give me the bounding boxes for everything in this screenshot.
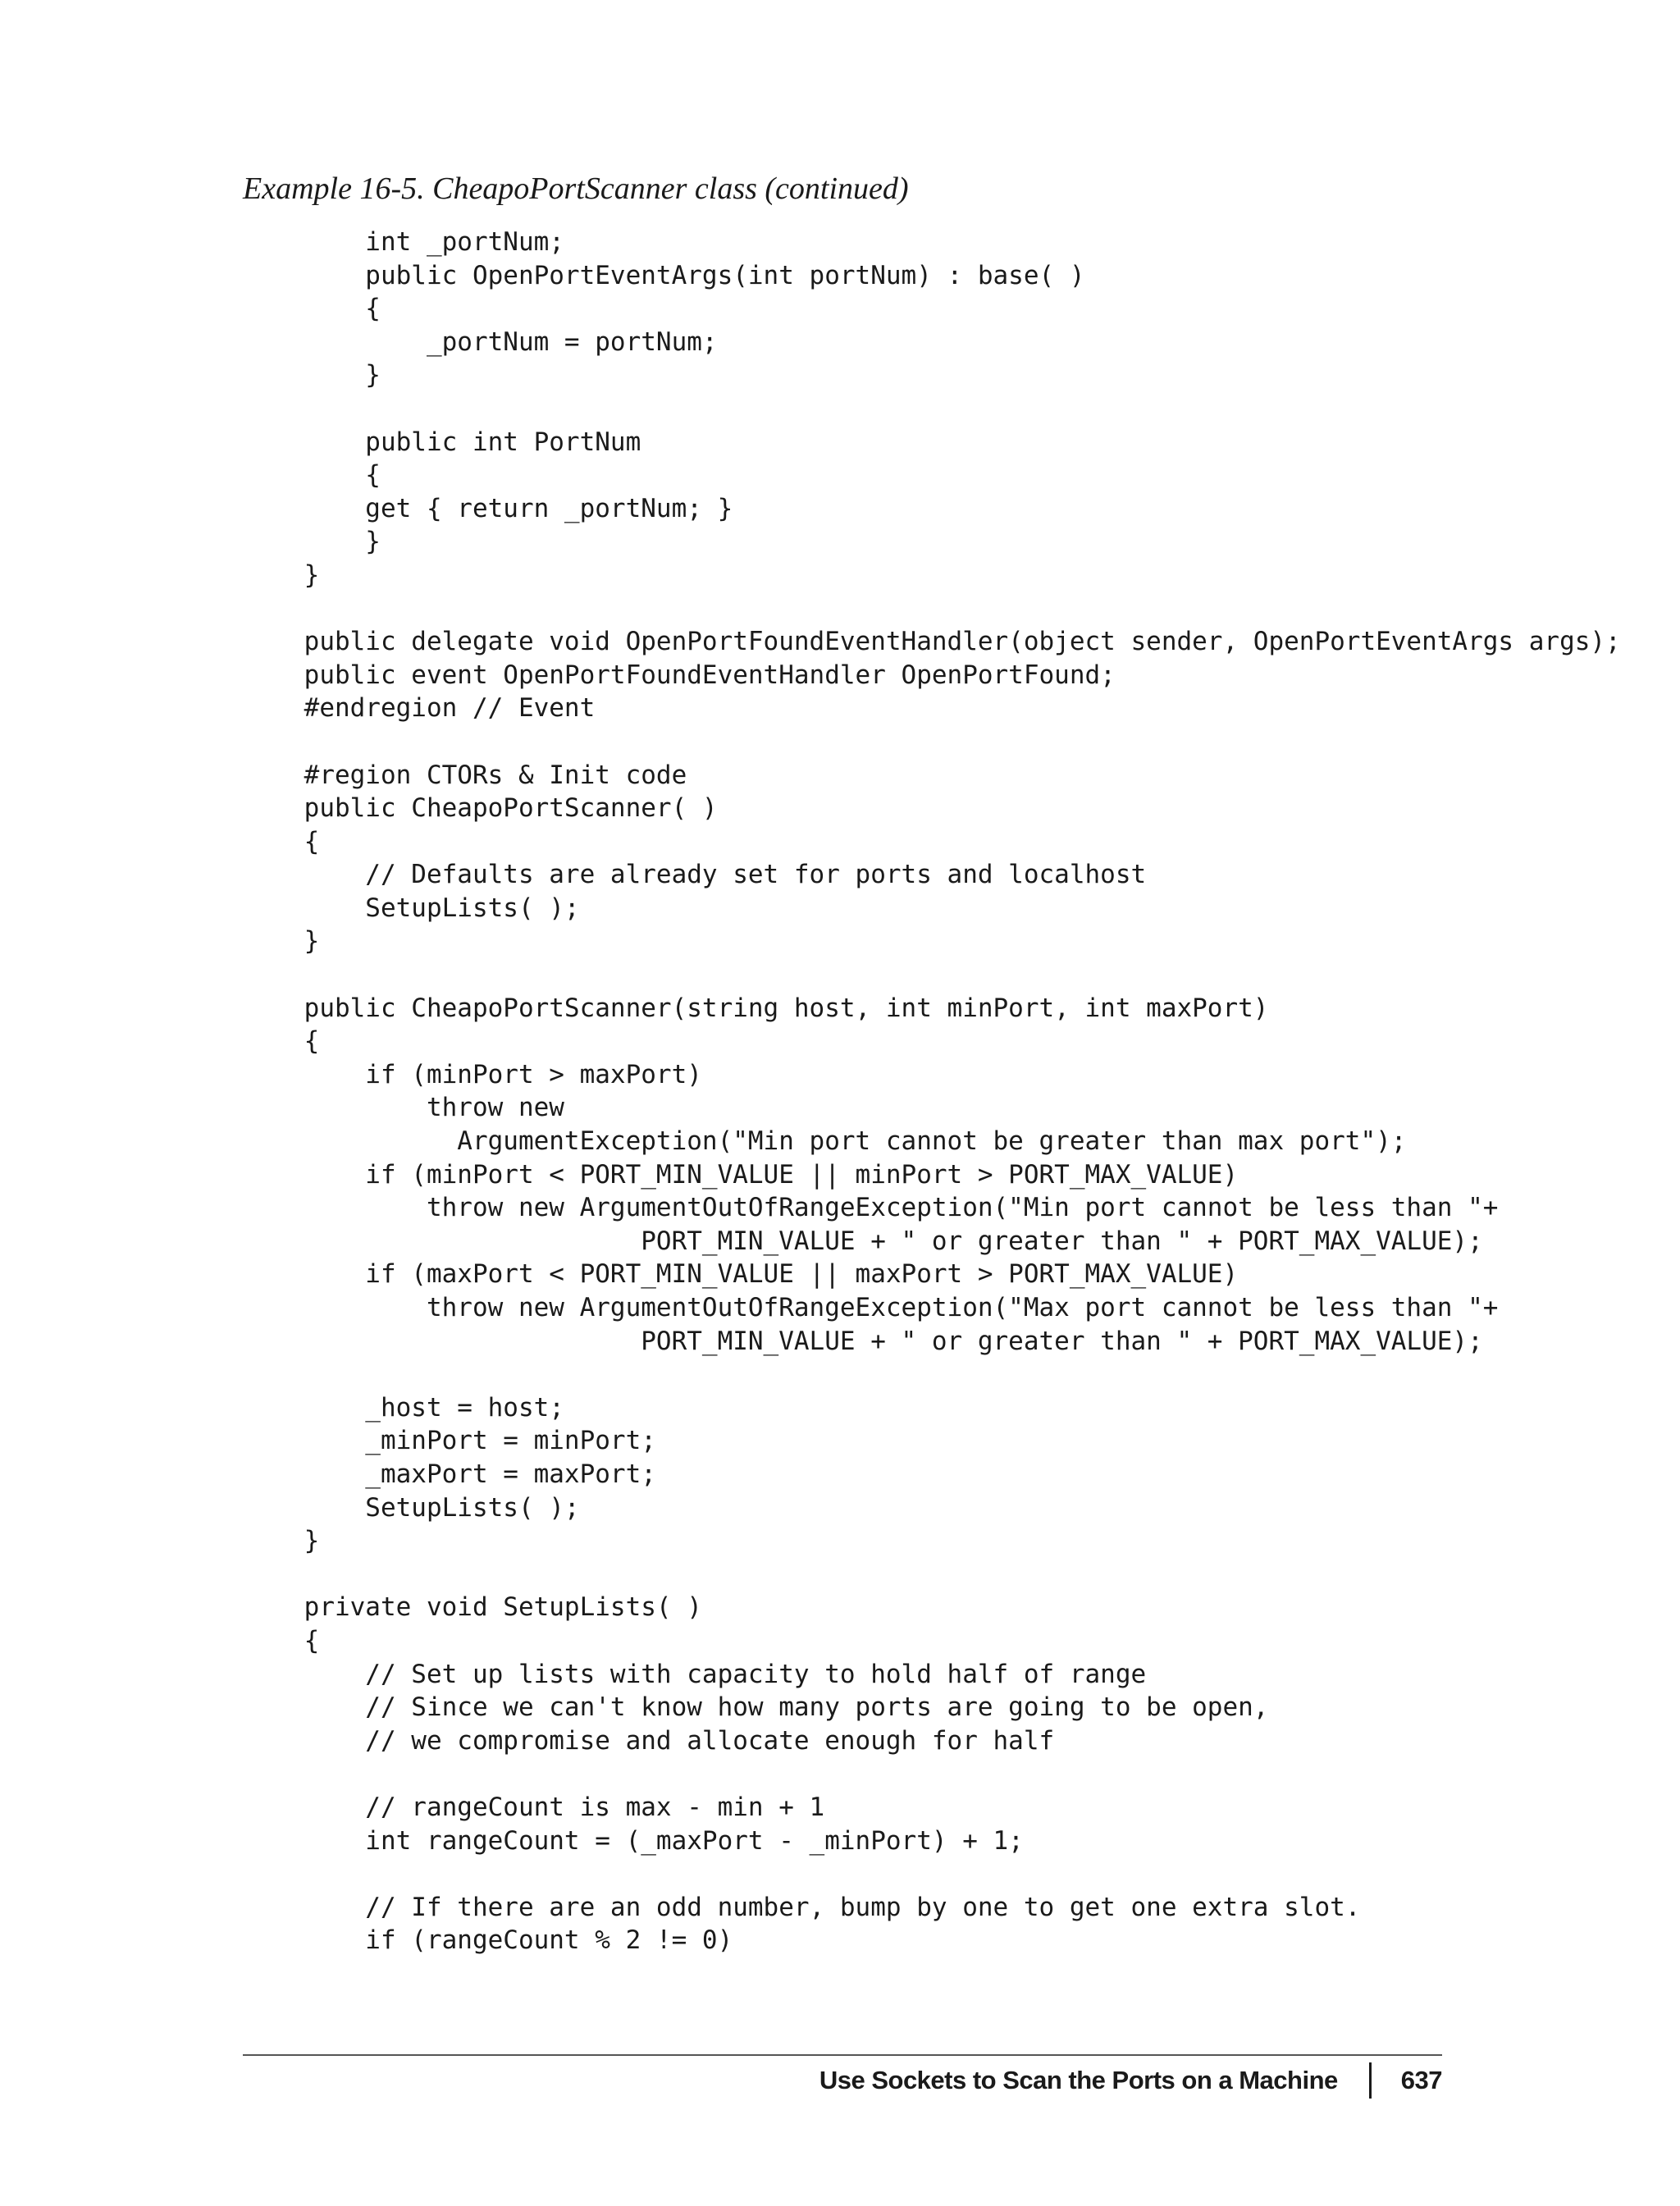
- code-line: _minPort = minPort;: [243, 1426, 656, 1456]
- code-line: {: [243, 826, 320, 856]
- code-line: ArgumentException("Min port cannot be greater than max port");: [243, 1126, 1407, 1157]
- code-line: PORT_MIN_VALUE + " or greater than " + PORT_MAX_VALUE);: [243, 1226, 1483, 1256]
- code-line: throw new ArgumentOutOfRangeException("Min port cannot be less than "+: [243, 1193, 1499, 1223]
- code-line: public OpenPortEventArgs(int portNum) : base( ): [243, 260, 1085, 290]
- code-line: public event OpenPortFoundEventHandler OpenPortFound;: [243, 660, 1116, 690]
- code-line: if (rangeCount % 2 != 0): [243, 1925, 733, 1956]
- footer-rule: [243, 2054, 1442, 2056]
- code-line: PORT_MIN_VALUE + " or greater than " + PORT_MAX_VALUE);: [243, 1326, 1483, 1356]
- code-line: [243, 392, 1449, 426]
- code-line: #endregion // Event: [243, 693, 596, 724]
- code-line: // Since we can't know how many ports are going to be open,: [243, 1692, 1269, 1723]
- code-line: throw new: [243, 1093, 564, 1123]
- running-footer-title: Use Sockets to Scan the Ports on a Machine: [819, 2066, 1338, 2094]
- code-line: // If there are an odd number, bump by one to get one extra slot.: [243, 1892, 1361, 1922]
- code-line: }: [243, 926, 320, 957]
- code-line: public CheapoPortScanner( ): [243, 793, 718, 824]
- code-line: // rangeCount is max - min + 1: [243, 1792, 825, 1822]
- code-line: }: [243, 1526, 320, 1556]
- code-line: {: [243, 294, 381, 324]
- code-line: // we compromise and allocate enough for half: [243, 1725, 1055, 1756]
- code-line: // Set up lists with capacity to hold half of range: [243, 1659, 1147, 1689]
- code-line: [243, 592, 1449, 626]
- code-line: {: [243, 460, 381, 491]
- code-line: _host = host;: [243, 1392, 564, 1423]
- page-footer: [819, 2058, 1442, 2103]
- example-caption: Example 16-5. CheapoPortScanner class (continued): [243, 171, 909, 206]
- code-line: if (maxPort < PORT_MIN_VALUE || maxPort > PORT_MAX_VALUE): [243, 1259, 1239, 1290]
- code-line: if (minPort > maxPort): [243, 1059, 702, 1089]
- code-line: [243, 1857, 1449, 1891]
- code-line: _maxPort = maxPort;: [243, 1459, 656, 1489]
- code-line: get { return _portNum; }: [243, 493, 733, 523]
- code-listing: [243, 226, 1621, 1957]
- code-line: {: [243, 1026, 320, 1057]
- code-line: [243, 1558, 1449, 1592]
- code-line: // Defaults are already set for ports and localhost: [243, 860, 1147, 890]
- code-line: public CheapoPortScanner(string host, int minPort, int maxPort): [243, 993, 1269, 1023]
- code-line: SetupLists( );: [243, 1492, 580, 1523]
- footer-separator: [1369, 2062, 1372, 2099]
- code-line: int rangeCount = (_maxPort - _minPort) + 1;: [243, 1825, 1024, 1856]
- code-line: }: [243, 360, 381, 391]
- code-line: [243, 958, 1449, 992]
- code-line: throw new ArgumentOutOfRangeException("Max port cannot be less than "+: [243, 1293, 1499, 1322]
- code-line: }: [243, 527, 381, 557]
- code-line: [243, 1358, 1449, 1391]
- code-line: }: [243, 559, 320, 590]
- code-line: SetupLists( );: [243, 893, 580, 923]
- code-line: {: [243, 1625, 320, 1656]
- code-line: private void SetupLists( ): [243, 1592, 702, 1623]
- code-line: [243, 1757, 1449, 1791]
- code-line: public int PortNum: [243, 427, 641, 457]
- code-line: if (minPort < PORT_MIN_VALUE || minPort > PORT_MAX_VALUE): [243, 1159, 1239, 1190]
- code-line: [243, 725, 1449, 759]
- code-line: #region CTORs & Init code: [243, 760, 687, 790]
- code-line: public delegate void OpenPortFoundEventHandler(object sender, OpenPortEventArgs args);: [243, 627, 1621, 657]
- code-line: _portNum = portNum;: [243, 327, 718, 357]
- page-number: 637: [1400, 2066, 1442, 2094]
- code-line: int _portNum;: [243, 227, 564, 257]
